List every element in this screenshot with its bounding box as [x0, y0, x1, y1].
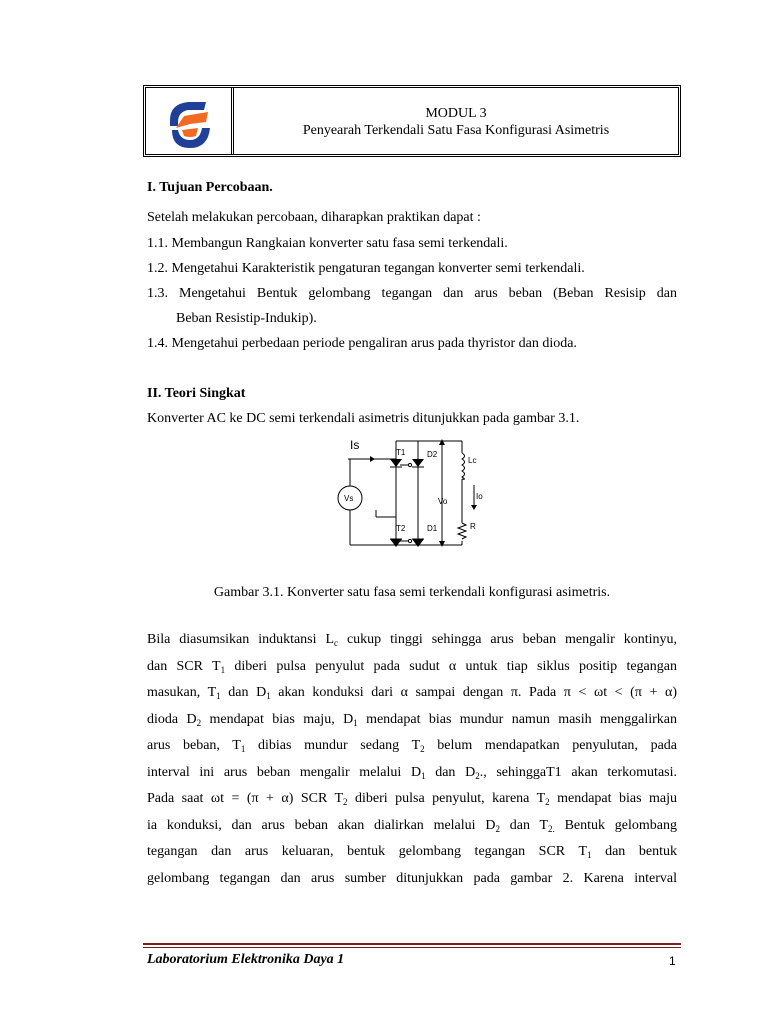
- subscript: 2.: [548, 823, 555, 834]
- objective-item: 1.1. Membangun Rangkaian konverter satu fasa semi terkendali.: [147, 236, 508, 251]
- subscript: 1: [216, 691, 221, 701]
- label-d2: D2: [427, 450, 438, 459]
- text-run: gelombang tegangan dan arus sumber ditunjukkan pada gambar 2. Karena interval: [147, 870, 677, 886]
- objective-item: 1.2. Mengetahui Karakteristik pengaturan tegangan konverter semi terkendali.: [147, 261, 585, 276]
- footer-rule-thin: [143, 947, 681, 948]
- subscript: 1: [421, 770, 426, 781]
- objective-item: 1.3. Mengetahui Bentuk gelombang tegangan dan arus beban (Beban Resisip dan: [147, 286, 677, 301]
- subscript: 1: [353, 717, 358, 728]
- text-run: belum mendapatkan penyulutan, pada: [424, 738, 678, 753]
- section2-heading: II. Teori Singkat: [147, 386, 246, 401]
- subscript: 2: [420, 744, 425, 754]
- paragraph-line: [147, 680, 677, 707]
- paragraph-line: [147, 707, 677, 734]
- subscript: 2: [196, 717, 202, 728]
- paragraph-line: [147, 786, 677, 813]
- header-title-cell: [234, 88, 678, 154]
- section2-intro: Konverter AC ke DC semi terkendali asimetris ditunjukkan pada gambar 3.1.: [147, 411, 580, 426]
- text-run: diberi pulsa penyulut pada sudut α untuk tiap siklus positip tegangan: [225, 658, 677, 674]
- text-run: dan SCR T: [147, 658, 221, 674]
- objective-item-continued: Beban Resistip-Indukip).: [176, 311, 317, 326]
- text-run: masukan, T: [147, 685, 217, 700]
- text-run: ia konduksi, dan arus beban akan dialirkan melalui D: [147, 817, 496, 833]
- subscript: 1: [220, 664, 226, 675]
- label-vo: Vo: [438, 497, 448, 506]
- subscript: 2: [343, 797, 348, 807]
- text-run: Pada saat ωt = (π + α) SCR T: [147, 791, 344, 806]
- label-lc: Lc: [468, 456, 477, 465]
- text-run: dan D: [220, 685, 267, 700]
- text-run: dioda D: [147, 711, 197, 727]
- text-run: ., sehinggaT1 akan terkomutasi.: [479, 764, 678, 780]
- label-t2: T2: [396, 524, 406, 533]
- text-run: dan D: [425, 764, 476, 780]
- footer-rule: [143, 943, 681, 945]
- text-run: mendapat bias maju, D: [201, 711, 354, 727]
- text-run: akan konduksi dari α sampai dengan π. Pada π < ωt < (π + α): [270, 685, 677, 700]
- logo-cell: [146, 88, 234, 154]
- subscript: 2: [495, 823, 500, 834]
- text-run: tegangan dan arus keluaran, bentuk gelombang tegangan SCR T: [147, 844, 588, 859]
- section1-heading: I. Tujuan Percobaan.: [147, 180, 273, 195]
- text-run: Bila diasumsikan induktansi L: [147, 632, 335, 647]
- label-r: R: [470, 522, 476, 531]
- theory-paragraph: [147, 627, 677, 892]
- circuit-diagram: [330, 433, 483, 551]
- subscript: 1: [266, 691, 271, 701]
- label-d1: D1: [427, 524, 438, 533]
- text-run: interval ini arus beban mengalir melalui D: [147, 764, 422, 780]
- page-number: 1: [669, 954, 676, 968]
- subscript: 2: [545, 797, 550, 807]
- label-io: Io: [476, 492, 483, 501]
- subscript: 2: [475, 770, 480, 781]
- subscript: 1: [240, 744, 246, 754]
- paragraph-line: [147, 866, 677, 893]
- text-run: diberi pulsa penyulut, karena T: [347, 791, 546, 806]
- paragraph-line: [147, 839, 677, 866]
- text-run: dibias mundur sedang T: [245, 738, 421, 753]
- paragraph-line: [147, 627, 677, 654]
- module-title: Penyearah Terkendali Satu Fasa Konfigurasi Asimetris: [302, 123, 610, 138]
- footer-lab-name: Laboratorium Elektronika Daya 1: [147, 952, 345, 967]
- paragraph-line: [147, 654, 677, 681]
- text-run: mendapat bias maju: [549, 791, 677, 806]
- text-run: mendapat bias mundur namun masih menggalirkan: [357, 711, 677, 727]
- figure-caption: Gambar 3.1. Konverter satu fasa semi terkendali konfigurasi asimetris.: [213, 585, 611, 600]
- text-run: dan T: [499, 817, 549, 833]
- label-t1: T1: [396, 448, 406, 457]
- paragraph-line: [147, 813, 677, 840]
- institution-logo: [162, 96, 216, 150]
- paragraph-line: [147, 733, 677, 760]
- subscript: 1: [587, 850, 592, 860]
- text-run: cukup tinggi sehingga arus beban mengalir kontinyu,: [338, 632, 677, 647]
- paragraph-line: [147, 760, 677, 787]
- objective-item: 1.4. Mengetahui perbedaan periode pengaliran arus pada thyristor dan dioda.: [147, 336, 577, 351]
- label-vs: Vs: [344, 494, 354, 503]
- text-run: dan bentuk: [591, 844, 677, 859]
- label-is: Is: [350, 438, 360, 452]
- module-number: MODUL 3: [425, 106, 487, 121]
- module-header: [143, 85, 681, 157]
- text-run: Bentuk gelombang: [554, 817, 677, 833]
- text-run: arus beban, T: [147, 738, 241, 753]
- subscript: c: [334, 638, 339, 648]
- section1-intro: Setelah melakukan percobaan, diharapkan praktikan dapat :: [147, 210, 481, 225]
